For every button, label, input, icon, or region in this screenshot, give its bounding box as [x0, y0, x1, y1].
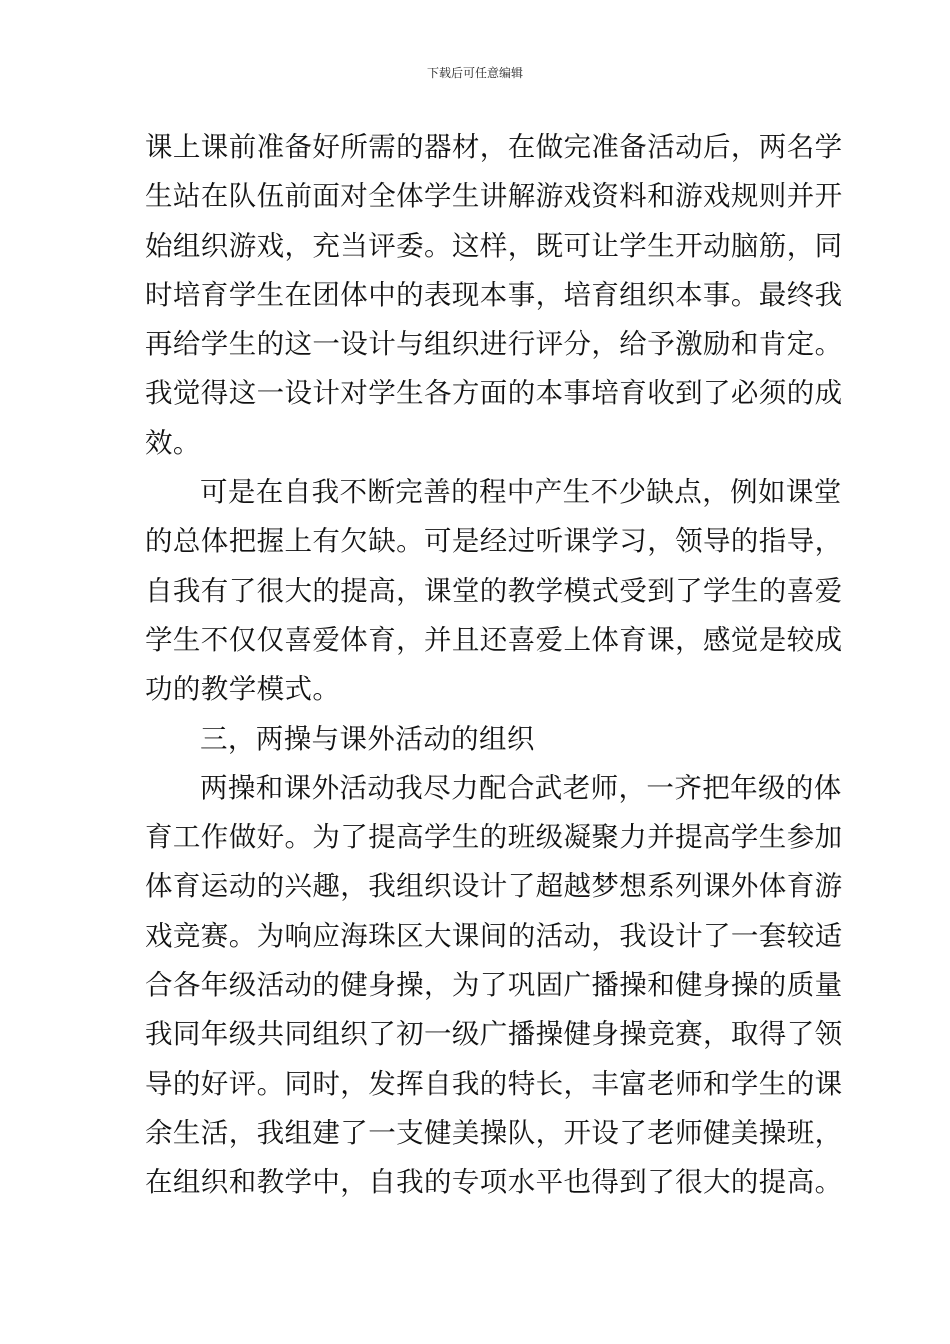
text-line: 余生活，我组建了一支健美操队，开设了老师健美操班， — [145, 1116, 843, 1149]
document-body — [145, 123, 843, 1208]
text-line: 效。 — [145, 426, 201, 459]
text-line: 育工作做好。为了提高学生的班级凝聚力并提高学生参加 — [145, 821, 843, 854]
text-line: 体育运动的兴趣，我组织设计了超越梦想系列课外体育游 — [145, 870, 843, 903]
text-line: 戏竞赛。为响应海珠区大课间的活动，我设计了一套较适 — [145, 919, 843, 952]
text-line: 导的好评。同时，发挥自我的特长，丰富老师和学生的课 — [145, 1067, 843, 1100]
text-line: 可是在自我不断完善的程中产生不少缺点，例如课堂 — [200, 476, 842, 509]
text-line: 学生不仅仅喜爱体育，并且还喜爱上体育课，感觉是较成 — [145, 623, 843, 656]
text-line: 功的教学模式。 — [145, 673, 341, 706]
text-line: 始组织游戏，充当评委。这样，既可让学生开动脑筋，同 — [145, 229, 843, 262]
text-line: 生站在队伍前面对全体学生讲解游戏资料和游戏规则并开 — [145, 180, 843, 213]
text-line: 时培育学生在团体中的表现本事，培育组织本事。最终我 — [145, 278, 843, 311]
page-header: 下载后可任意编辑 — [426, 66, 523, 80]
text-line: 课上课前准备好所需的器材，在做完准备活动后，两名学 — [145, 131, 843, 163]
text-line: 再给学生的这一设计与组织进行评分，给予激励和肯定。 — [145, 328, 843, 361]
text-line: 自我有了很大的提高，课堂的教学模式受到了学生的喜爱 — [145, 574, 843, 607]
text-line: 三，两操与课外活动的组织 — [200, 722, 535, 755]
text-line: 在组织和教学中，自我的专项水平也得到了很大的提高。 — [145, 1166, 843, 1199]
text-line: 两操和课外活动我尽力配合武老师，一齐把年级的体 — [200, 771, 842, 804]
text-line: 我觉得这一设计对学生各方面的本事培育收到了必须的成 — [145, 377, 843, 410]
text-line: 的总体把握上有欠缺。可是经过听课学习，领导的指导， — [145, 525, 843, 558]
text-line: 合各年级活动的健身操，为了巩固广播操和健身操的质量 — [145, 969, 843, 1002]
text-line: 我同年级共同组织了初一级广播操健身操竞赛，取得了领 — [145, 1018, 843, 1051]
